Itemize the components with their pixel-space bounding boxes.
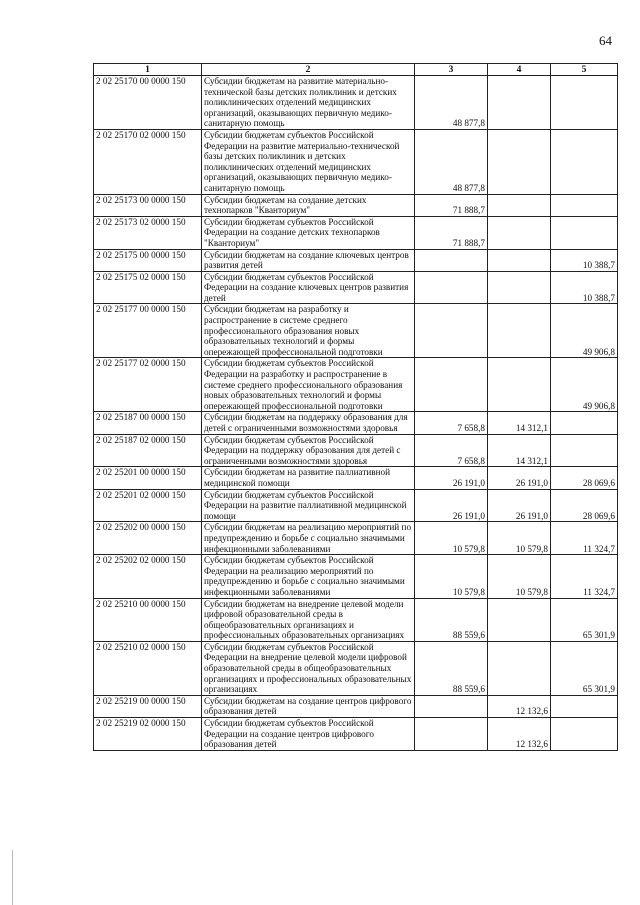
income-name-cell: Субсидии бюджетам на внедрение целевой модели цифровой образовательной среды в общеобразовательных организациях и профессиональных образовательных организациях [202, 598, 415, 641]
amount-col3-cell: 26 191,0 [415, 467, 488, 489]
amount-col4-cell: 26 191,0 [488, 489, 551, 522]
budget-code-cell: 2 02 25177 00 0000 150 [94, 304, 202, 358]
amount-col4-cell [488, 598, 551, 641]
amount-col5-cell [551, 412, 618, 434]
income-name-cell: Субсидии бюджетам субъектов Российской Федерации на развитие материально-технической базы детских поликлиник и детских поликлинических отделений медицинских организаций, оказывающих первичную медико-санитарную помощь [202, 129, 415, 194]
budget-code-cell: 2 02 25187 02 0000 150 [94, 434, 202, 467]
table-row [94, 434, 618, 467]
amount-col3-cell: 26 191,0 [415, 489, 488, 522]
table-row [94, 194, 618, 216]
table-row [94, 598, 618, 641]
income-name-cell: Субсидии бюджетам на поддержку образования для детей с ограниченными возможностями здоровья [202, 412, 415, 434]
amount-col3-cell: 71 888,7 [415, 216, 488, 249]
column-header: 2 [202, 64, 415, 76]
amount-col5-cell: 11 324,7 [551, 555, 618, 598]
income-name-cell: Субсидии бюджетам на создание центров цифрового образования детей [202, 695, 415, 717]
amount-col5-cell [551, 194, 618, 216]
amount-col3-cell [415, 358, 488, 412]
budget-table [93, 63, 618, 751]
table-row [94, 522, 618, 555]
amount-col5-cell: 10 388,7 [551, 249, 618, 271]
amount-col3-cell: 48 877,8 [415, 129, 488, 194]
amount-col3-cell [415, 271, 488, 304]
table-row [94, 641, 618, 695]
budget-code-cell: 2 02 25210 02 0000 150 [94, 641, 202, 695]
amount-col3-cell: 10 579,8 [415, 522, 488, 555]
budget-code-cell: 2 02 25173 02 0000 150 [94, 216, 202, 249]
column-header: 5 [551, 64, 618, 76]
income-name-cell: Субсидии бюджетам на разработку и распространение в системе среднего профессионального образования новых образовательных технологий и формы опережающей профессиональной подготовки [202, 304, 415, 358]
amount-col5-cell: 49 906,8 [551, 358, 618, 412]
amount-col5-cell [551, 76, 618, 130]
income-name-cell: Субсидии бюджетам субъектов Российской Федерации на создание детских технопарков "Кванториум" [202, 216, 415, 249]
income-name-cell: Субсидии бюджетам на развитие паллиативной медицинской помощи [202, 467, 415, 489]
table-row [94, 718, 618, 751]
budget-code-cell: 2 02 25201 02 0000 150 [94, 489, 202, 522]
table-row [94, 467, 618, 489]
amount-col4-cell: 12 132,6 [488, 718, 551, 751]
amount-col5-cell: 65 301,9 [551, 641, 618, 695]
amount-col3-cell: 7 658,8 [415, 434, 488, 467]
budget-code-cell: 2 02 25170 02 0000 150 [94, 129, 202, 194]
amount-col4-cell [488, 129, 551, 194]
amount-col3-cell [415, 718, 488, 751]
budget-code-cell: 2 02 25175 02 0000 150 [94, 271, 202, 304]
income-name-cell: Субсидии бюджетам субъектов Российской Федерации на создание ключевых центров развития детей [202, 271, 415, 304]
amount-col3-cell: 10 579,8 [415, 555, 488, 598]
table-row [94, 555, 618, 598]
column-header: 4 [488, 64, 551, 76]
amount-col4-cell [488, 358, 551, 412]
income-name-cell: Субсидии бюджетам субъектов Российской Федерации на поддержку образования для детей с ограниченными возможностями здоровья [202, 434, 415, 467]
budget-code-cell: 2 02 25173 00 0000 150 [94, 194, 202, 216]
table-row [94, 412, 618, 434]
amount-col3-cell: 48 877,8 [415, 76, 488, 130]
amount-col5-cell: 28 069,6 [551, 489, 618, 522]
table-row [94, 304, 618, 358]
amount-col4-cell: 10 579,8 [488, 522, 551, 555]
table-row [94, 249, 618, 271]
income-name-cell: Субсидии бюджетам субъектов Российской Федерации на разработку и распространение в системе среднего профессионального образования новых образовательных технологий и формы опережающей профессиональной подготовки [202, 358, 415, 412]
income-name-cell: Субсидии бюджетам на реализацию мероприятий по предупреждению и борьбе с социально значимыми инфекционными заболеваниями [202, 522, 415, 555]
income-name-cell: Субсидии бюджетам на создание ключевых центров развития детей [202, 249, 415, 271]
amount-col5-cell: 65 301,9 [551, 598, 618, 641]
page-number: 64 [599, 33, 612, 48]
table-row [94, 358, 618, 412]
column-header: 3 [415, 64, 488, 76]
amount-col4-cell [488, 76, 551, 130]
income-name-cell: Субсидии бюджетам субъектов Российской Федерации на развитие паллиативной медицинской помощи [202, 489, 415, 522]
amount-col5-cell: 10 388,7 [551, 271, 618, 304]
amount-col5-cell [551, 695, 618, 717]
income-name-cell: Субсидии бюджетам субъектов Российской Федерации на реализацию мероприятий по предупреждению и борьбе с социально значимыми инфекционными заболеваниями [202, 555, 415, 598]
amount-col4-cell: 14 312,1 [488, 412, 551, 434]
amount-col4-cell: 12 132,6 [488, 695, 551, 717]
amount-col5-cell [551, 434, 618, 467]
amount-col3-cell [415, 249, 488, 271]
amount-col5-cell [551, 718, 618, 751]
amount-col3-cell [415, 695, 488, 717]
amount-col4-cell [488, 271, 551, 304]
amount-col4-cell [488, 304, 551, 358]
table-row [94, 216, 618, 249]
amount-col4-cell [488, 641, 551, 695]
income-name-cell: Субсидии бюджетам субъектов Российской Федерации на внедрение целевой модели цифровой образовательной среды в общеобразовательных организациях и профессиональных образовательных организациях [202, 641, 415, 695]
amount-col4-cell: 10 579,8 [488, 555, 551, 598]
budget-code-cell: 2 02 25219 02 0000 150 [94, 718, 202, 751]
table-row [94, 489, 618, 522]
amount-col5-cell [551, 216, 618, 249]
table-row [94, 695, 618, 717]
income-name-cell: Субсидии бюджетам на создание детских технопарков "Кванториум" [202, 194, 415, 216]
amount-col4-cell: 14 312,1 [488, 434, 551, 467]
table-body [94, 76, 618, 751]
income-name-cell: Субсидии бюджетам субъектов Российской Федерации на создание центров цифрового образования детей [202, 718, 415, 751]
budget-code-cell: 2 02 25210 00 0000 150 [94, 598, 202, 641]
amount-col4-cell [488, 216, 551, 249]
table-row [94, 271, 618, 304]
budget-code-cell: 2 02 25202 02 0000 150 [94, 555, 202, 598]
amount-col3-cell: 88 559,6 [415, 641, 488, 695]
amount-col3-cell: 71 888,7 [415, 194, 488, 216]
amount-col3-cell: 88 559,6 [415, 598, 488, 641]
budget-code-cell: 2 02 25187 00 0000 150 [94, 412, 202, 434]
amount-col3-cell: 7 658,8 [415, 412, 488, 434]
table-row [94, 129, 618, 194]
budget-code-cell: 2 02 25219 00 0000 150 [94, 695, 202, 717]
amount-col5-cell [551, 129, 618, 194]
table-row [94, 76, 618, 130]
budget-code-cell: 2 02 25201 00 0000 150 [94, 467, 202, 489]
amount-col4-cell [488, 194, 551, 216]
table-header-row [94, 64, 618, 76]
budget-code-cell: 2 02 25177 02 0000 150 [94, 358, 202, 412]
amount-col4-cell [488, 249, 551, 271]
budget-code-cell: 2 02 25170 00 0000 150 [94, 76, 202, 130]
income-name-cell: Субсидии бюджетам на развитие материально-технической базы детских поликлиник и детских поликлинических отделений медицинских организаций, оказывающих первичную медико-санитарную помощь [202, 76, 415, 130]
amount-col4-cell: 26 191,0 [488, 467, 551, 489]
scan-edge-line [12, 850, 13, 905]
amount-col5-cell: 11 324,7 [551, 522, 618, 555]
amount-col3-cell [415, 304, 488, 358]
budget-code-cell: 2 02 25202 00 0000 150 [94, 522, 202, 555]
amount-col5-cell: 28 069,6 [551, 467, 618, 489]
amount-col5-cell: 49 906,8 [551, 304, 618, 358]
column-header: 1 [94, 64, 202, 76]
budget-code-cell: 2 02 25175 00 0000 150 [94, 249, 202, 271]
